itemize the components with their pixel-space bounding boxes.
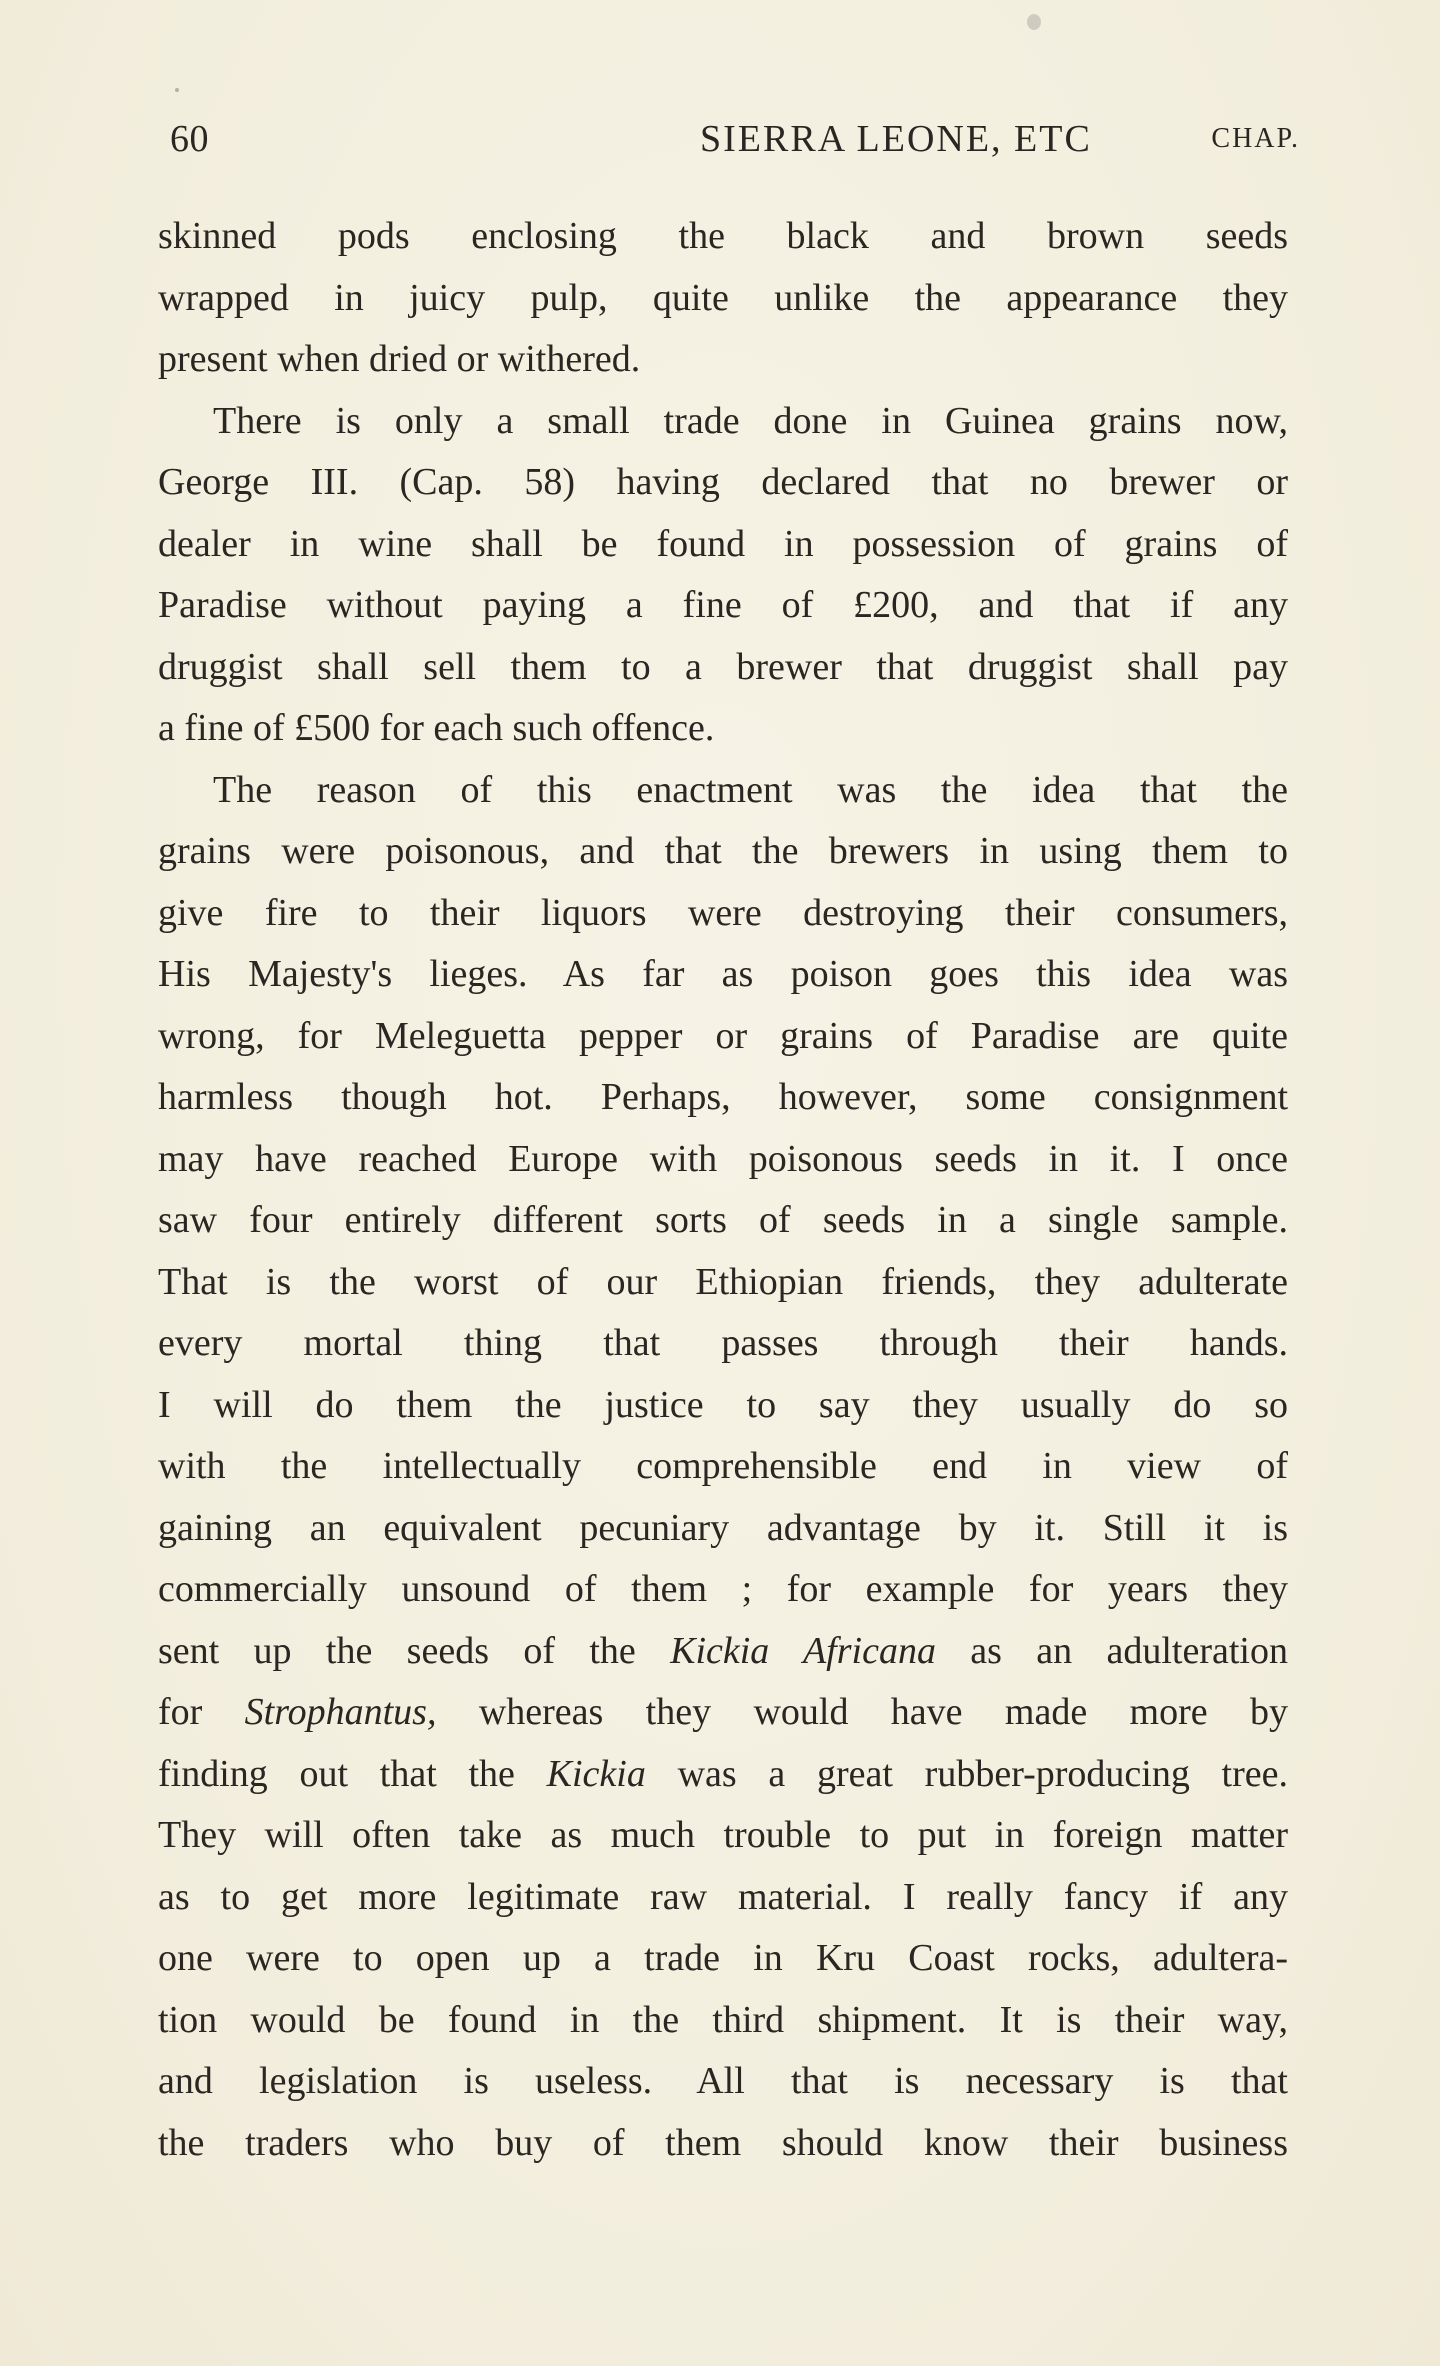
text-line: one were to open up a trade in Kru Coast rocks, adultera- [158,1937,1288,1979]
running-header [170,117,1300,167]
italic-species-name: Kickia [546,1752,646,1795]
italic-species-name: Kickia Africana [670,1629,936,1672]
running-title: SIERRA LEONE, ETC [700,118,1092,160]
chapter-label: CHAP. [1211,123,1300,154]
text-line: a fine of £500 for each such offence. [158,707,715,749]
text-line: give fire to their liquors were destroying their consumers, [158,891,1288,934]
text-line: Paradise without paying a fine of £200, and that if any [158,584,1288,626]
text-line: dealer in wine shall be found in possession of grains of [158,522,1288,565]
text-line: as to get more legitimate raw material. I really fancy if any [158,1875,1288,1918]
page-speck-top [1027,14,1041,30]
text-line: His Majesty's lieges. As far as poison goes this idea was [158,953,1288,995]
text-line: the traders who buy of them should know their business [158,2121,1288,2164]
text-segment: sent up the seeds of the [158,1629,671,1672]
text-line: and legislation is useless. All that is necessary is that [158,2060,1288,2102]
text-line: gaining an equivalent pecuniary advantage by it. Still it is [158,1506,1288,1549]
text-line: They will often take as much trouble to put in foreign matter [158,1814,1288,1856]
text-line: skinned pods enclosing the black and brown seeds [158,215,1288,257]
text-segment: whereas they would have made more by [436,1691,1288,1733]
text-line: That is the worst of our Ethiopian friends, they adulterate [158,1260,1288,1303]
page-number: 60 [170,118,209,160]
text-line: I will do them the justice to say they usually do so [158,1383,1288,1426]
text-line: every mortal thing that passes through their hands. [158,1322,1288,1364]
text-line: druggist shall sell them to a brewer that druggist shall pay [158,645,1288,688]
text-line: grains were poisonous, and that the brewers in using them to [158,830,1288,872]
paragraph-start-line: There is only a small trade done in Guinea grains now, [213,399,1288,442]
text-line-with-italic [158,1744,1288,1806]
text-segment: was a great rubber-producing tree. [645,1752,1288,1795]
text-segment: finding out that the [158,1752,547,1795]
text-line: wrapped in juicy pulp, quite unlike the appearance they [158,276,1288,319]
text-line: wrong, for Meleguetta pepper or grains of Paradise are quite [158,1014,1288,1057]
page-speck-left [175,88,179,92]
text-line: tion would be found in the third shipment. It is their way, [158,1998,1288,2041]
text-line-with-italic [158,1621,1288,1683]
body-text [158,206,1288,2174]
text-line: with the intellectually comprehensible end in view of [158,1445,1288,1487]
text-segment: as an adulteration [935,1629,1288,1672]
italic-species-name: Strophantus, [244,1691,437,1733]
text-line: commercially unsound of them ; for example for years they [158,1568,1288,1610]
paragraph-start-line: The reason of this enactment was the idea that the [213,768,1288,811]
text-line: may have reached Europe with poisonous seeds in it. I once [158,1137,1288,1180]
text-line: George III. (Cap. 58) having declared that no brewer or [158,461,1288,503]
text-line: present when dried or withered. [158,338,641,380]
text-line-with-italic [158,1682,1288,1744]
text-segment: for [158,1691,245,1733]
text-line: harmless though hot. Perhaps, however, some consignment [158,1076,1288,1118]
text-line: saw four entirely different sorts of seeds in a single sample. [158,1199,1288,1241]
